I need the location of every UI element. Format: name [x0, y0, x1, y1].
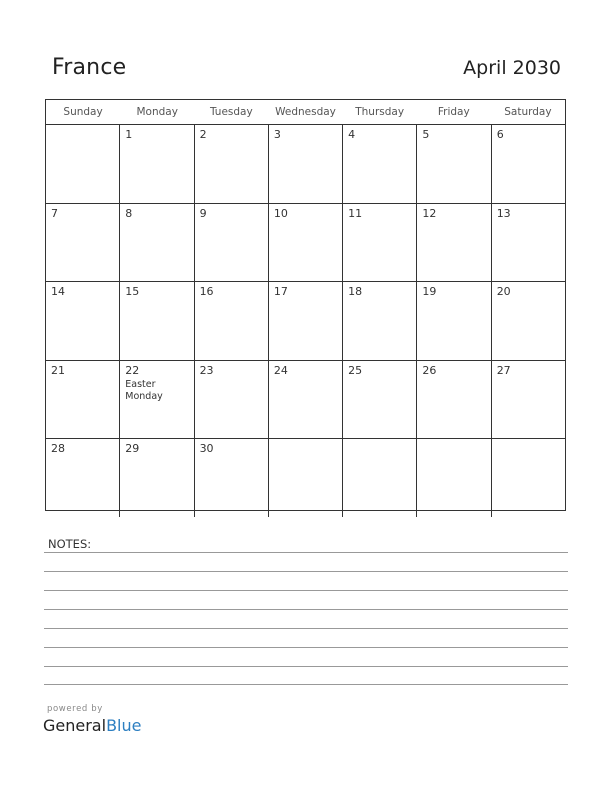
day-cell[interactable] — [417, 125, 491, 203]
note-line — [44, 628, 568, 629]
day-cell[interactable] — [269, 204, 343, 282]
day-cell[interactable] — [120, 204, 194, 282]
day-cell[interactable] — [46, 439, 120, 517]
day-cell[interactable] — [417, 439, 491, 517]
day-cell[interactable] — [492, 204, 565, 282]
weekday-tuesday: Tuesday — [209, 106, 253, 118]
day-number: 30 — [199, 442, 214, 455]
day-number: 6 — [496, 128, 504, 141]
day-cell[interactable] — [343, 282, 417, 360]
weekday-header-row — [46, 100, 565, 125]
day-number: 2 — [199, 128, 207, 141]
day-number: 28 — [51, 442, 65, 455]
calendar-weeks — [46, 125, 565, 517]
calendar-week-row — [46, 439, 565, 517]
day-number: 8 — [125, 206, 133, 220]
weekday-monday: Monday — [136, 106, 178, 118]
day-number: 15 — [125, 285, 140, 298]
day-number: 27 — [496, 363, 511, 377]
day-number: 9 — [199, 206, 207, 220]
day-number: 10 — [273, 206, 288, 220]
brand-general: General — [43, 716, 107, 735]
day-number: 24 — [273, 363, 288, 377]
day-number: 12 — [422, 206, 437, 220]
day-cell[interactable] — [269, 439, 343, 517]
day-cell[interactable] — [417, 204, 491, 282]
note-line — [44, 609, 568, 610]
day-number: 19 — [422, 285, 437, 298]
day-cell[interactable] — [492, 282, 565, 360]
day-cell[interactable] — [195, 361, 269, 439]
brand-blue: Blue — [106, 716, 142, 735]
day-number: 5 — [422, 128, 430, 141]
day-number: 17 — [273, 285, 288, 298]
month-title: April 2030 — [463, 57, 561, 79]
day-cell[interactable] — [492, 361, 565, 439]
day-cell[interactable] — [46, 125, 120, 203]
brand-logo[interactable] — [43, 716, 141, 735]
day-cell[interactable] — [195, 125, 269, 203]
calendar-week-row — [46, 125, 565, 204]
powered-by-text: powered by — [47, 704, 103, 714]
day-cell[interactable] — [343, 361, 417, 439]
day-cell[interactable] — [120, 439, 194, 517]
calendar-week-row — [46, 204, 565, 283]
day-number: 23 — [199, 363, 214, 377]
day-number: 20 — [496, 285, 511, 298]
weekday-wednesday: Wednesday — [275, 106, 336, 118]
day-cell[interactable] — [417, 361, 491, 439]
day-number: 13 — [496, 206, 511, 220]
day-number: 22 — [125, 363, 140, 377]
day-number: 14 — [51, 285, 65, 298]
day-number: 4 — [348, 128, 356, 141]
day-number: 16 — [199, 285, 214, 298]
day-cell[interactable] — [46, 361, 120, 439]
day-cell[interactable] — [120, 361, 194, 439]
day-number: 1 — [125, 128, 133, 141]
day-cell[interactable] — [269, 361, 343, 439]
day-cell[interactable] — [46, 282, 120, 360]
day-number: 29 — [125, 442, 140, 455]
day-cell[interactable] — [120, 125, 194, 203]
day-cell[interactable] — [195, 282, 269, 360]
day-number: 18 — [348, 285, 363, 298]
note-line — [44, 666, 568, 667]
day-cell[interactable] — [343, 125, 417, 203]
day-cell[interactable] — [492, 439, 565, 517]
calendar-week-row — [46, 361, 565, 440]
day-cell[interactable] — [195, 204, 269, 282]
note-line — [44, 571, 568, 572]
weekday-friday: Friday — [437, 106, 470, 118]
holiday-label: Monday — [125, 390, 163, 402]
day-cell[interactable] — [343, 204, 417, 282]
day-number: 21 — [51, 363, 65, 377]
note-line — [44, 684, 568, 685]
note-line — [44, 590, 568, 591]
day-cell[interactable] — [269, 282, 343, 360]
weekday-sunday: Sunday — [63, 106, 103, 118]
day-number: 11 — [348, 206, 363, 220]
weekday-saturday: Saturday — [504, 106, 552, 118]
day-cell[interactable] — [46, 204, 120, 282]
day-number: 26 — [422, 363, 437, 377]
calendar-week-row — [46, 282, 565, 361]
day-cell[interactable] — [417, 282, 491, 360]
day-cell[interactable] — [120, 282, 194, 360]
day-cell[interactable] — [343, 439, 417, 517]
day-number: 25 — [348, 363, 363, 377]
weekday-thursday: Thursday — [355, 106, 405, 118]
day-cell[interactable] — [195, 439, 269, 517]
day-cell[interactable] — [269, 125, 343, 203]
note-line — [44, 552, 568, 553]
note-line — [44, 647, 568, 648]
day-number: 3 — [273, 128, 281, 141]
holiday-label: Easter — [125, 378, 156, 390]
country-title: France — [52, 55, 127, 80]
day-cell[interactable] — [492, 125, 565, 203]
day-number: 7 — [51, 206, 58, 220]
notes-label: NOTES: — [48, 537, 92, 551]
calendar-grid — [45, 99, 566, 511]
